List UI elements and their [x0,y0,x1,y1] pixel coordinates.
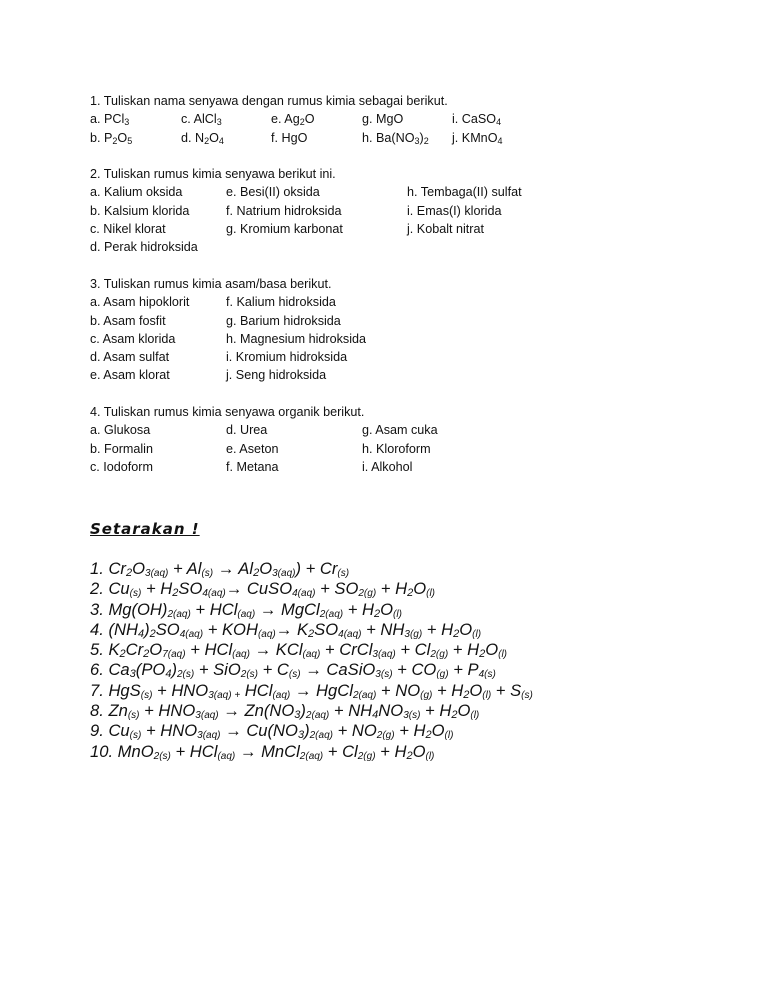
question-4-row [90,421,730,439]
question-2-item: c. Nikel klorat [90,221,166,236]
equation-subscript: 2(s) [153,750,171,762]
equation-text: O [412,741,426,761]
equation-subscript: 2 [143,648,150,661]
question-4-item: g. Asam cuka [362,423,438,438]
equation-text: ) [144,619,150,639]
equation-subscript: 7(aq) [162,649,186,661]
equation-list [90,559,750,762]
equation-subscript: (s) [521,689,533,701]
equation-subscript: (s) [129,730,142,742]
question-2-item: a. Kalium oksida [90,185,183,200]
equation-subscript: 2 [149,627,156,640]
question-2-row [90,183,730,201]
question-2-title: 2. Tuliskan rumus kimia senyawa berikut ini. [90,167,336,181]
question-2-row [90,238,730,256]
equation-7 [90,681,750,701]
equation-text: Cr [125,640,144,660]
equation-subscript: 2(aq) [167,608,191,620]
equation-text: + C [258,660,289,680]
equation-text: 1. Cr [90,559,126,578]
equation-subscript: 2 [406,749,413,762]
equation-text: → Al [213,559,254,578]
equation-text: NO [378,701,404,721]
equation-subscript: 2 [374,607,381,620]
equation-subscript: 2(g) [357,750,376,762]
equation-subscript: 4(s) [478,669,496,681]
equation-subscript: (g) [420,689,433,701]
equation-subscript: (l) [472,628,482,640]
question-2-item: j. Kobalt nitrat [407,221,485,236]
question-1-item: h. $Ba(NO_3)_2$ [362,130,429,146]
question-3-item: b. Asam fosfit [90,313,166,328]
equation-text: O [259,559,273,578]
equation-subscript: (l) [482,689,492,701]
equation-subscript: 2 [425,729,432,742]
equation-text: + S [491,680,522,700]
question-4-item: a. Glukosa [90,423,151,438]
equation-text: → CuSO [225,579,293,599]
equation-text: + Cl [395,640,431,660]
equation-text: O [413,579,427,599]
question-3-item: e. Asam klorat [90,368,170,383]
question-2-item: b. Kalsium klorida [90,203,190,218]
question-3-row [90,312,730,330]
question-1-item: i. CaSO$_4$ [452,112,502,128]
equation-text: ) [304,721,310,741]
equation-subscript: (l) [426,588,436,600]
equation-subscript: 2(g) [430,649,449,661]
equation-text: O [457,701,471,721]
equation-subscript: 3(g) [404,628,423,640]
equation-subscript: 4 [165,668,172,681]
equation-10 [90,742,750,762]
equation-text: O [431,721,445,741]
equation-text: + H [375,741,407,761]
equation-text: O [485,640,499,660]
equation-subscript: (l) [470,710,480,722]
equation-6 [90,660,750,680]
question-2-item: d. Perak hidroksida [90,240,198,255]
question-1-item: a. PCl$_3$ [90,112,130,128]
equation-text: + H [432,680,464,700]
equation-subscript: (aq) [217,750,236,762]
equation-text: + HNO [152,680,209,700]
equation-text: + H [376,579,408,599]
equation-subscript: 3(aq) [195,710,219,722]
question-2-item: f. Natrium hidroksida [226,203,342,218]
equation-text: + KOH [203,619,258,639]
equation-text: SO [178,579,203,599]
equation-subscript: 3(aq) [372,649,396,661]
question-2-row [90,220,730,238]
question-4-item: i. Alkohol [362,459,413,474]
question-4-item: f. Metana [226,459,279,474]
equation-subscript: (s) [127,710,140,722]
equation-text: → HgCl [290,680,353,700]
equation-subscript: (s) [140,689,153,701]
equation-subscript: 2(s) [176,669,195,681]
equation-text: + NH [361,619,405,639]
equation-text: + HNO [141,721,198,741]
equation-text: ) [171,660,177,680]
equation-subscript: 4(aq) [179,628,204,640]
equation-text: 9. Cu [90,721,130,741]
question-3-item: f. Kalium hidroksida [226,295,336,310]
equation-text: + P [448,660,479,680]
equation-8 [90,701,750,721]
equation-subscript: 2(aq) [305,710,330,722]
equation-subscript: (l) [393,608,402,620]
question-4-row [90,458,730,476]
equation-1 [90,559,750,579]
question-4-item: e. Aseton [226,441,279,456]
equation-text: + HNO [139,701,196,721]
equation-text: + H [448,640,480,660]
equation-text: 5. K [90,640,120,660]
equation-subscript: (l) [425,750,435,762]
equation-text: → KCl [249,640,303,660]
question-3-row [90,348,730,366]
equation-subscript: (s) [337,568,350,579]
equation-text: ) + Cr [295,559,338,578]
question-1-item: d. $N_2O_4$ [181,130,224,146]
question-3-row [90,366,730,384]
equation-subscript: 2(g) [376,730,395,742]
equation-subscript: 3 [294,709,301,722]
equation-text: + HCl [190,599,238,619]
equation-text: ) [300,701,306,721]
equation-subscript: 3(aq) [197,730,221,742]
question-1-row [90,110,730,128]
question-3-row [90,293,730,311]
equation-text: 4. (NH [90,619,138,639]
question-2-item: i. Emas(I) klorida [407,203,502,218]
question-2 [90,165,730,256]
equation-text: 6. Ca [90,660,130,680]
equation-subscript: 2(aq) [309,730,333,742]
equation-subscript: 3(aq) + [208,689,241,701]
equation-subscript: (s) [129,588,142,600]
equation-subscript: (aq) [257,628,276,640]
equation-text: O [380,599,394,619]
equation-subscript: 3 [129,668,136,681]
equation-text: + SO [315,579,359,599]
equation-subscript: 4 [137,627,145,640]
question-4-row [90,440,730,458]
question-1-item: c. AlCl$_3$ [181,112,222,128]
equation-text: → MnCl [235,741,300,761]
equation-text: O [459,619,473,639]
equation-subscript: 4(aq) [202,588,226,600]
question-4-item: c. Iodoform [90,459,153,474]
equation-subscript: 2 [308,627,315,640]
question-3-item: g. Barium hidroksida [226,313,341,328]
equation-text: + CO [392,660,437,680]
equation-subscript: (aq) [237,608,256,620]
question-1-item: g. MgO [362,112,404,127]
equation-text: + H [394,721,426,741]
question-3-item: j. Seng hidroksida [226,368,327,383]
equation-subscript: 2 [119,648,126,661]
equation-subscript: 2 [125,567,133,579]
equation-text: O [132,559,146,578]
question-4 [90,403,730,476]
equation-subscript: 3(s) [375,669,393,681]
question-3-item: c. Asam klorida [90,331,176,346]
equation-text: 7. HgS [90,680,141,700]
question-3-title: 3. Tuliskan rumus kimia asam/basa berikut. [90,277,332,291]
equation-subscript: 2 [407,587,414,600]
equation-subscript: (l) [498,649,507,661]
question-4-item: h. Kloroform [362,441,431,456]
equation-text: 10. MnO [90,741,154,761]
equation-subscript: 2 [172,587,179,600]
equation-text: + H [141,579,173,599]
equation-text: → Zn(NO [218,701,295,721]
equation-text: + HCl [170,741,218,761]
equation-subscript: (l) [444,730,454,742]
question-1 [90,92,730,147]
equation-text: + H [420,701,452,721]
question-1-item: j. KMnO$_4$ [452,130,503,146]
equation-subscript: 3 [297,729,305,742]
equation-text: → MgCl [255,599,320,619]
question-1-item: e. $Ag_2O$ [271,112,315,128]
equation-subscript: 2(aq) [352,689,377,701]
equation-subscript: 2 [453,627,460,640]
equation-subscript: 2 [451,709,458,722]
question-4-item: b. Formalin [90,441,153,456]
equation-subscript: 3(aq) [272,568,296,579]
equation-text: SO [155,619,180,639]
equation-subscript: 2 [479,648,486,661]
equation-subscript: (g) [436,669,449,681]
equation-3 [90,600,750,620]
equation-subscript: (aq) [302,649,321,661]
question-4-title: 4. Tuliskan rumus kimia senyawa organik berikut. [90,405,365,419]
equation-subscript: 4(aq) [338,628,362,640]
question-4-item: d. Urea [226,423,268,438]
equation-text: → CaSiO [300,660,376,680]
equation-text: + NH [329,701,373,721]
equation-text: 2. Cu [90,579,130,599]
equation-subscript: 2(s) [240,669,259,681]
equation-text: SO [314,619,339,639]
equation-4 [90,620,750,640]
equation-text: → Cu(NO [220,721,298,741]
equation-9 [90,721,750,741]
equation-text: 8. Zn [90,701,128,721]
equation-subscript: 3(aq) [145,568,169,579]
equation-text: + SiO [194,660,241,680]
equation-subscript: 2(g) [358,588,377,600]
equation-text: + H [343,599,374,619]
question-2-item: g. Kromium karbonat [226,221,343,236]
equation-text: + H [422,619,454,639]
question-2-item: e. Besi(II) oksida [226,185,320,200]
equation-text: + CrCl [320,640,373,660]
equation-text: → K [275,619,309,639]
question-2-item: h. Tembaga(II) sulfat [407,185,522,200]
equation-subscript: 2 [463,688,470,701]
equation-2 [90,579,750,599]
setarakan-heading: Setarakan ! [90,520,200,538]
equation-subscript: (s) [201,568,214,579]
equation-text: (PO [135,660,166,680]
equation-text: O [469,680,483,700]
equation-text: 3. Mg(OH) [90,599,168,619]
equation-text: + NO [376,680,421,700]
equation-subscript: 4 [372,709,379,722]
question-3-item: h. Magnesium hidroksida [226,331,367,346]
equation-subscript: (s) [288,669,301,681]
question-1-row [90,129,730,147]
question-3-item: i. Kromium hidroksida [226,350,348,365]
question-2-row [90,202,730,220]
question-3-item: a. Asam hipoklorit [90,295,190,310]
equation-subscript: 2(aq) [319,608,344,620]
equation-text: + Al [168,559,202,578]
equation-subscript: 4(aq) [292,588,316,600]
equation-text: + Cl [323,741,358,761]
question-1-item: f. HgO [271,130,308,145]
question-3-row [90,330,730,348]
question-3-item: d. Asam sulfat [90,350,170,365]
equation-subscript: 3(s) [403,710,421,722]
question-1-title: 1. Tuliskan nama senyawa dengan rumus kimia sebagai berikut. [90,94,448,108]
equation-5 [90,640,750,660]
equation-text: + NO [332,721,377,741]
equation-text: HCl [240,680,273,700]
equation-text: + HCl [185,640,233,660]
question-3 [90,275,730,385]
equation-subscript: (aq) [232,649,250,661]
equation-subscript: 2 [253,567,260,579]
equation-subscript: (aq) [272,689,291,701]
equation-text: O [149,640,163,660]
question-1-item: b. $P_2O_5$ [90,130,133,146]
equation-subscript: 2(aq) [299,750,324,762]
